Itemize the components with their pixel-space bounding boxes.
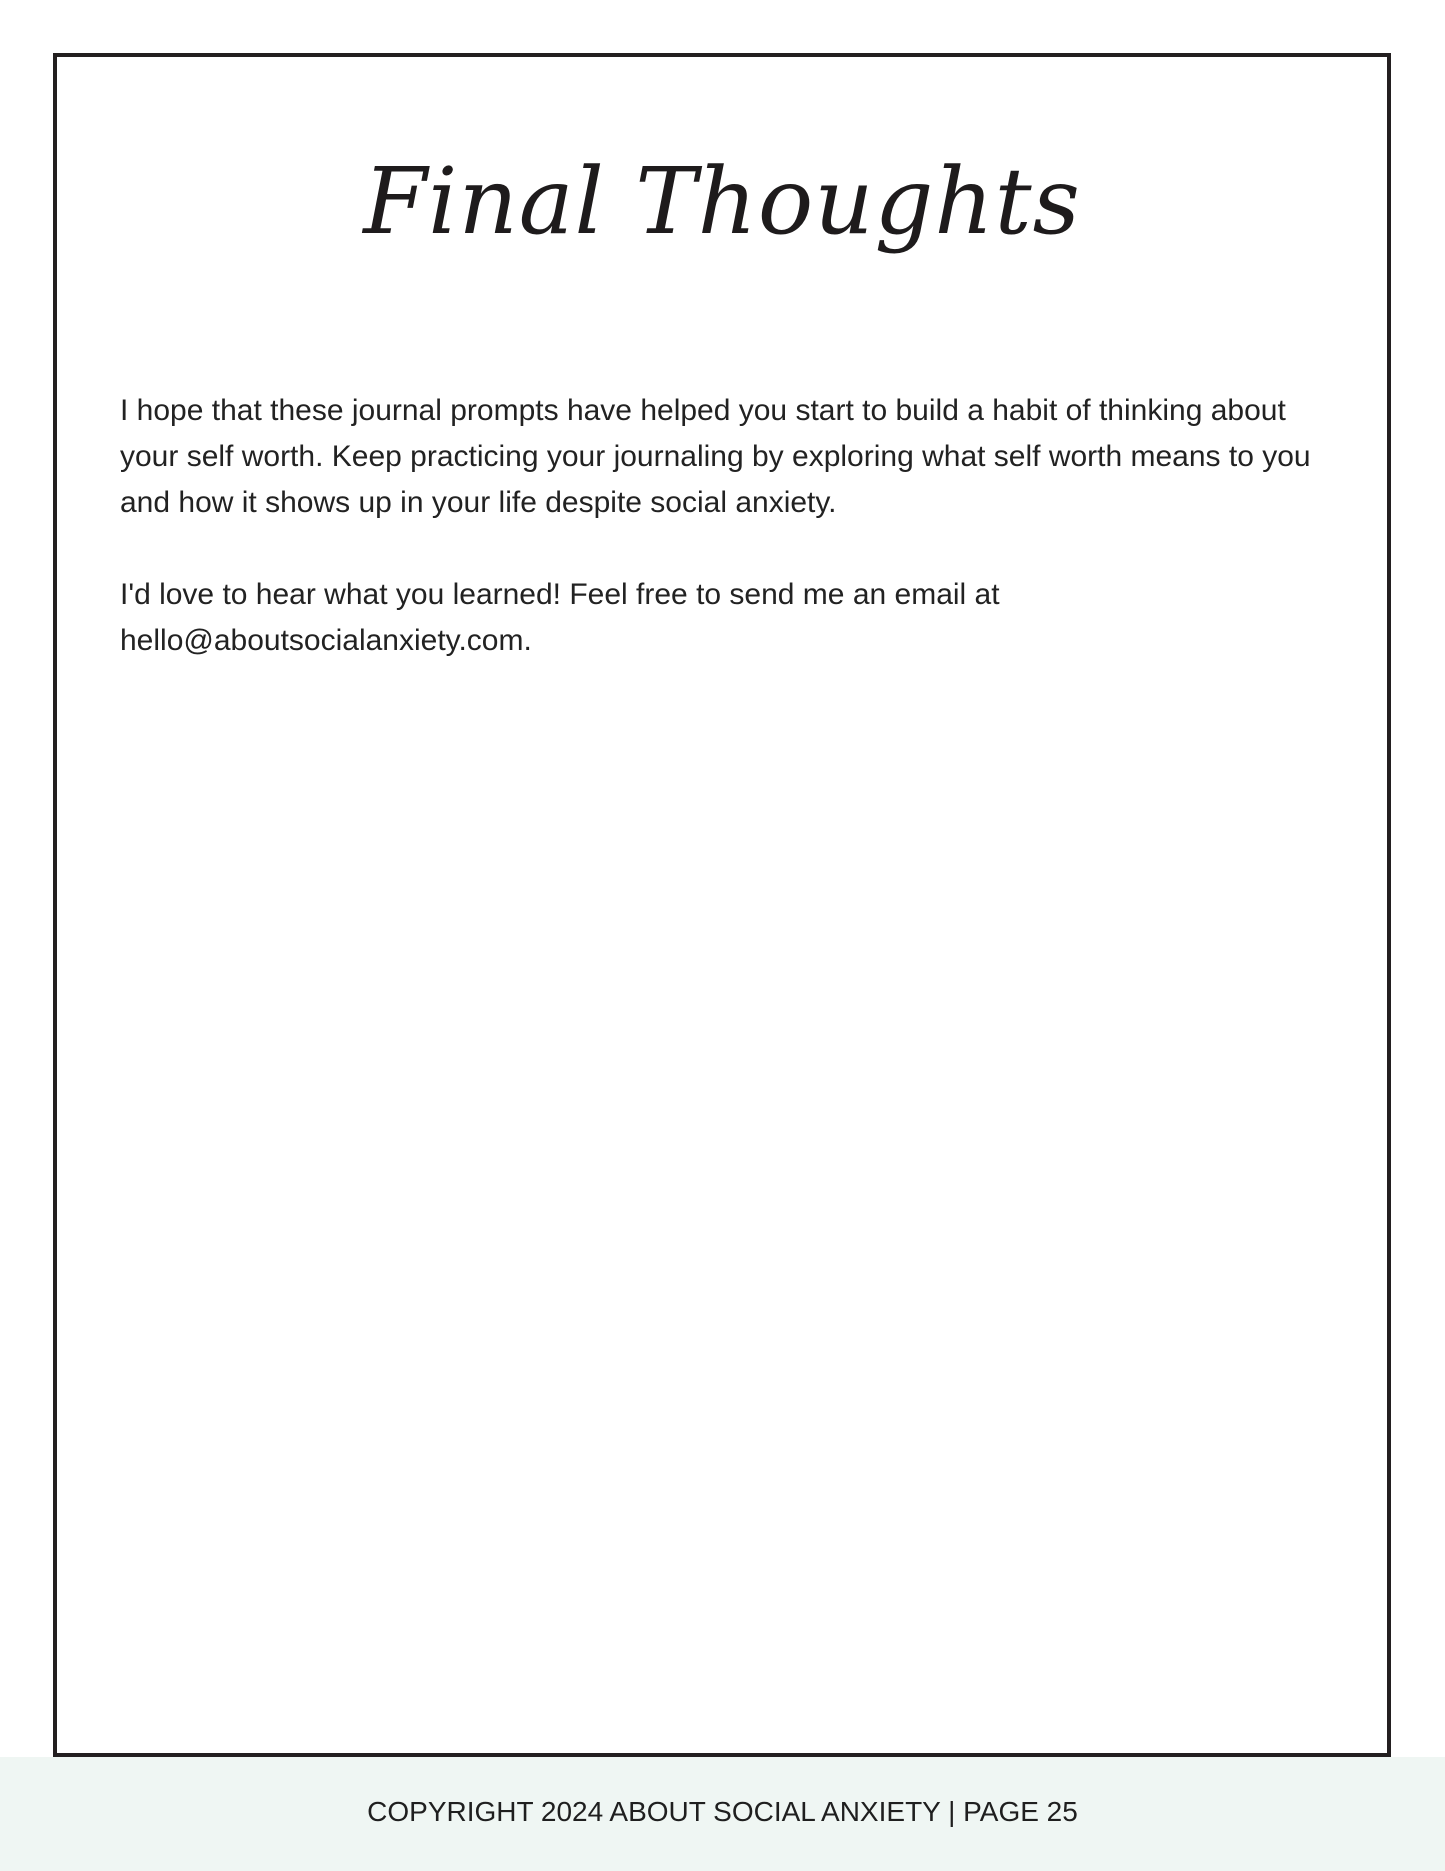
footer (0, 1757, 1445, 1871)
footer-copyright-text: COPYRIGHT 2024 ABOUT SOCIAL ANXIETY | PAGE 25 (367, 1796, 1078, 1827)
body-paragraph-intro: I hope that these journal prompts have helped you start to build a habit of thinking about your self worth. Keep practicing your journaling by exploring what self worth means to you and how it shows up in your life despite social anxiety. (120, 394, 1311, 519)
body-content (120, 388, 1350, 664)
page-title: Final Thoughts (363, 148, 1081, 255)
body-paragraph-contact: I'd love to hear what you learned! Feel free to send me an email at hello@aboutsocialanxiety.com. (120, 578, 1000, 657)
page-frame (53, 53, 1391, 1757)
